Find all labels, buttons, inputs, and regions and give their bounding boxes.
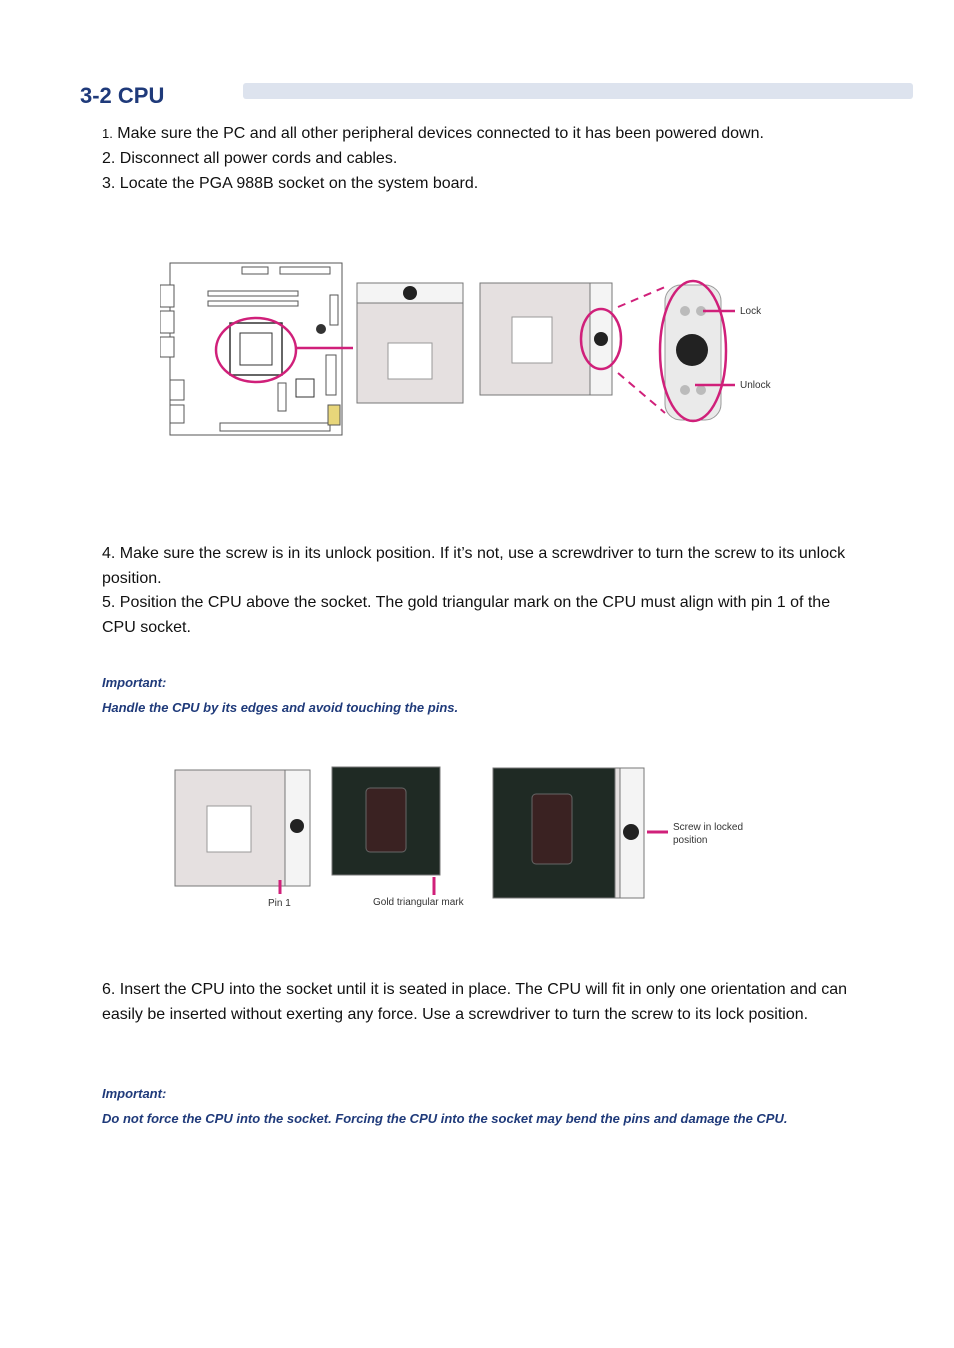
- gold-mark-label: Gold triangular mark: [373, 897, 464, 908]
- important-note-1-heading: Important:: [102, 675, 167, 690]
- step-4: 4. Make sure the screw is in its unlock position. If it’s not, use a screwdriver to turn the screw to its unlock position.: [102, 545, 846, 587]
- unlock-label: Unlock: [740, 380, 771, 391]
- figure-cpu-alignment: [170, 762, 770, 912]
- screw-zoom-illustration: [618, 281, 735, 421]
- pin1-label: Pin 1: [268, 898, 291, 909]
- socket-illustration-1: [357, 283, 463, 403]
- figure-socket-location: [160, 255, 800, 445]
- step-3: 3. Locate the PGA 988B socket on the system board.: [102, 175, 479, 192]
- step-1-number: 1.: [102, 126, 113, 141]
- screw-locked-label-line2: position: [673, 835, 708, 846]
- cpu-in-socket-illustration: [493, 768, 668, 898]
- important-note-2-body: Do not force the CPU into the socket. Forcing the CPU into the socket may bend the pins and damage the CPU.: [102, 1111, 788, 1126]
- lock-label: Lock: [740, 306, 762, 317]
- socket-illustration-2: [480, 283, 621, 395]
- step-1: [102, 121, 862, 146]
- motherboard-illustration: [160, 263, 353, 435]
- section-title: 3-2 CPU: [80, 83, 165, 108]
- step-6: 6. Insert the CPU into the socket until it is seated in place. The CPU will fit in only one orientation and can easily be inserted without exerting any force. Use a screwdriver to turn the screw to its lock position.: [102, 981, 847, 1023]
- step-2: 2. Disconnect all power cords and cables.: [102, 150, 398, 167]
- step-1-text: Make sure the PC and all other peripheral devices connected to it has been powered down.: [112, 125, 764, 142]
- step-5: 5. Position the CPU above the socket. The gold triangular mark on the CPU must align with pin 1 of the CPU socket.: [102, 594, 831, 636]
- screw-locked-label-line1: Screw in locked: [673, 822, 744, 833]
- important-note-2-heading: Important:: [102, 1086, 167, 1101]
- title-bar: [243, 83, 913, 99]
- socket-pin1-illustration: [175, 770, 310, 894]
- cpu-chip-illustration: [332, 767, 440, 895]
- important-note-1-body: Handle the CPU by its edges and avoid touching the pins.: [102, 700, 459, 715]
